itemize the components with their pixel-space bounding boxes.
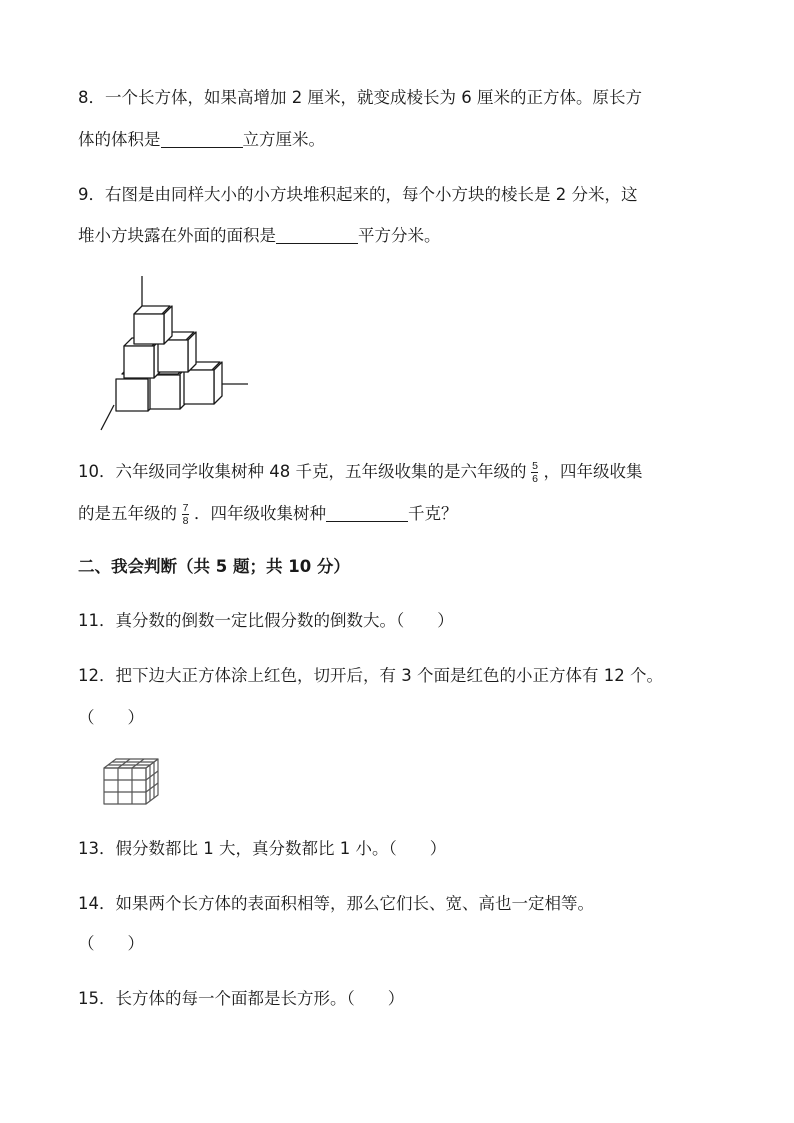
q8-line-2 — [78, 130, 325, 150]
q12-answer-parentheses[interactable]: （ ） — [78, 708, 144, 727]
q9-line-1: 9．右图是由同样大小的小方块堆积起来的，每个小方块的棱长是 2 分米，这 — [78, 185, 638, 204]
fraction-five-sixths — [531, 460, 538, 485]
q10-line-2 — [78, 502, 458, 527]
stacked-cubes-figure — [96, 272, 256, 434]
q10-line-2-prefix: 的是五年级的 — [78, 504, 177, 523]
q14-answer-parentheses[interactable]: （ ） — [78, 934, 144, 953]
fraction-seven-eighths — [182, 502, 189, 527]
depth-axis-line — [101, 405, 114, 430]
q8-answer-blank[interactable] — [161, 131, 243, 148]
q10-line-1 — [78, 460, 642, 485]
q12-line-1: 12．把下边大正方体涂上红色，切开后，有 3 个面是红色的小正方体有 12 个。 — [78, 666, 663, 685]
fraction-denominator: 8 — [182, 515, 189, 527]
q9-line-2 — [78, 226, 441, 246]
q8-line-1: 8．一个长方体，如果高增加 2 厘米，就变成棱长为 6 厘米的正方体。原长方 — [78, 88, 642, 107]
q8-line-2-prefix: 体的体积是 — [78, 130, 161, 149]
q10-line-2-middle: ．四年级收集树种 — [194, 504, 326, 523]
q14-line-1: 14．如果两个长方体的表面积相等，那么它们长、宽、高也一定相等。 — [78, 894, 594, 913]
q11-text: 11．真分数的倒数一定比假分数的倒数大。（ ） — [78, 611, 454, 630]
q10-line-1-prefix: 10．六年级同学收集树种 48 千克，五年级收集的是六年级的 — [78, 462, 527, 481]
q10-answer-blank[interactable] — [326, 505, 408, 522]
q13-text: 13．假分数都比 1 大，真分数都比 1 小。（ ） — [78, 839, 447, 858]
q10-line-1-suffix: ，四年级收集 — [543, 462, 643, 481]
q8-line-2-suffix: 立方厘米。 — [242, 130, 325, 149]
q9-line-2-prefix: 堆小方块露在外面的面积是 — [78, 226, 276, 245]
cube-top — [134, 306, 172, 344]
big-cube-figure — [100, 756, 164, 808]
fraction-numerator: 7 — [182, 502, 189, 514]
q9-line-2-suffix: 平方分米。 — [358, 226, 441, 245]
fraction-numerator: 5 — [532, 460, 538, 472]
section-2-heading: 二、我会判断（共 5 题；共 10 分） — [78, 557, 350, 576]
q9-answer-blank[interactable] — [276, 227, 358, 244]
fraction-denominator: 6 — [532, 473, 538, 485]
q15-text: 15．长方体的每一个面都是长方形。（ ） — [78, 989, 405, 1008]
q10-line-2-suffix: 千克？ — [408, 504, 458, 523]
